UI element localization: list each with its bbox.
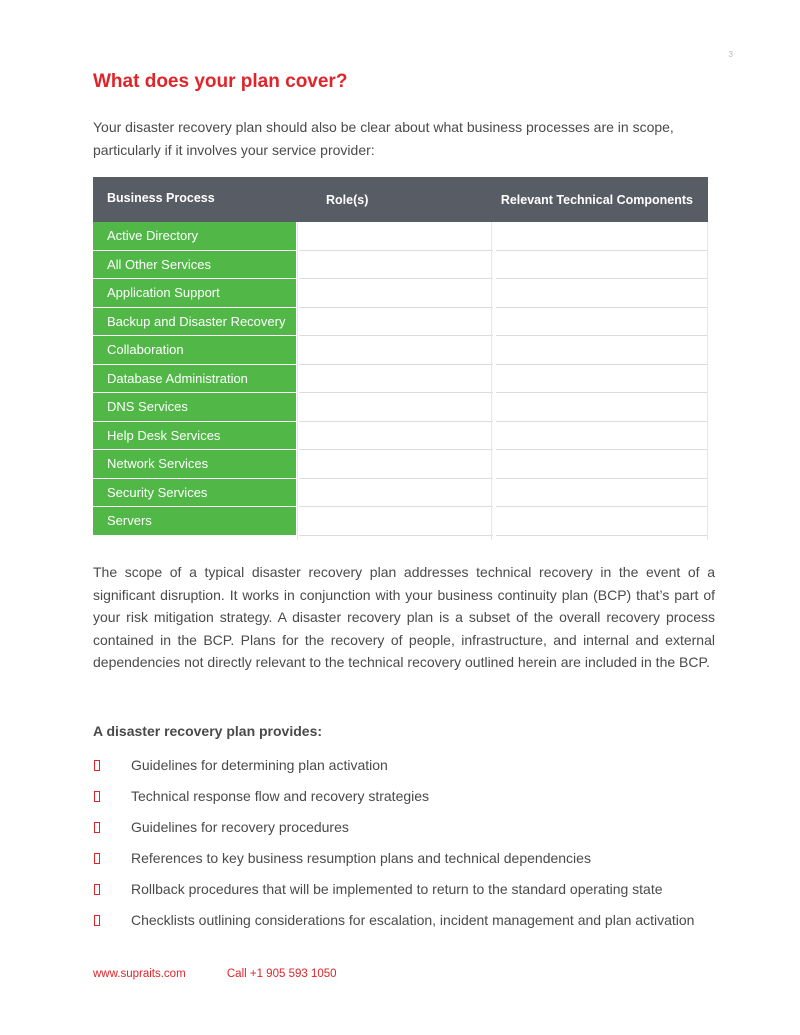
square-bullet-icon bbox=[94, 884, 100, 895]
technical-components-cell bbox=[496, 393, 708, 422]
page-number: 3 bbox=[728, 50, 733, 59]
business-process-cell: Active Directory bbox=[93, 222, 296, 251]
list-item-text: Technical response flow and recovery strategies bbox=[131, 788, 430, 804]
technical-components-cell bbox=[496, 365, 708, 394]
table-row bbox=[93, 222, 708, 251]
business-process-cell: Collaboration bbox=[93, 336, 296, 365]
list-item bbox=[93, 816, 733, 847]
business-process-cell: Security Services bbox=[93, 479, 296, 508]
technical-components-cell bbox=[496, 336, 708, 365]
provides-list bbox=[93, 754, 733, 940]
technical-components-cell bbox=[496, 479, 708, 508]
business-process-table bbox=[93, 177, 708, 536]
technical-components-cell bbox=[496, 422, 708, 451]
list-item-text: References to key business resumption plans and technical dependencies bbox=[131, 850, 591, 866]
table-row bbox=[93, 279, 708, 308]
business-process-cell: All Other Services bbox=[93, 251, 296, 280]
technical-components-cell bbox=[496, 251, 708, 280]
square-bullet-icon bbox=[94, 853, 100, 864]
footer-website-link[interactable]: www.supraits.com bbox=[93, 968, 186, 980]
table-divider bbox=[707, 222, 708, 540]
page-title: What does your plan cover? bbox=[93, 71, 348, 92]
business-process-cell: Backup and Disaster Recovery bbox=[93, 308, 296, 337]
footer-phone[interactable]: Call +1 905 593 1050 bbox=[226, 968, 337, 980]
table-row bbox=[93, 365, 708, 394]
technical-components-cell bbox=[496, 222, 708, 251]
list-item-text: Checklists outlining considerations for escalation, incident management and plan activation bbox=[131, 912, 695, 928]
roles-cell bbox=[299, 279, 493, 308]
roles-cell bbox=[299, 422, 493, 451]
table-row bbox=[93, 393, 708, 422]
table-row bbox=[93, 479, 708, 508]
table-row bbox=[93, 251, 708, 280]
roles-cell bbox=[299, 507, 493, 536]
list-item bbox=[93, 878, 733, 909]
table-divider bbox=[491, 222, 492, 540]
technical-components-cell bbox=[496, 450, 708, 479]
square-bullet-icon bbox=[94, 915, 100, 926]
roles-cell bbox=[299, 450, 493, 479]
roles-cell bbox=[299, 222, 493, 251]
business-process-cell: Database Administration bbox=[93, 365, 296, 394]
list-item-text: Guidelines for determining plan activation bbox=[131, 757, 388, 773]
header-business-process: Business Process bbox=[107, 190, 215, 205]
list-item-text: Guidelines for recovery procedures bbox=[131, 819, 349, 835]
table-row bbox=[93, 422, 708, 451]
business-process-cell: DNS Services bbox=[93, 393, 296, 422]
scope-paragraph: The scope of a typical disaster recovery plan addresses technical recovery in the event of a significant disruption. It works in conjunction with your business continuity plan (BCP) that’s part of your risk mitigation strategy. A disaster recovery plan is a subset of the overall recovery process contained in the BCP. Plans for the recovery of people, infrastructure, and internal and external dependencies not directly relevant to the technical recovery outlined herein are included in the BCP. bbox=[93, 564, 715, 671]
table-header bbox=[93, 177, 708, 222]
table-body bbox=[93, 222, 708, 536]
business-process-cell: Network Services bbox=[93, 450, 296, 479]
table-divider bbox=[297, 222, 298, 540]
list-item bbox=[93, 785, 733, 816]
technical-components-cell bbox=[496, 507, 708, 536]
business-process-cell: Servers bbox=[93, 507, 296, 536]
square-bullet-icon bbox=[94, 791, 100, 802]
roles-cell bbox=[299, 479, 493, 508]
table-row bbox=[93, 336, 708, 365]
technical-components-cell bbox=[496, 279, 708, 308]
provides-heading: A disaster recovery plan provides: bbox=[93, 723, 323, 739]
technical-components-cell bbox=[496, 308, 708, 337]
intro-paragraph: Your disaster recovery plan should also be clear about what business processes are in scope, particularly if it involves your service provider: bbox=[93, 119, 674, 158]
table-row bbox=[93, 308, 708, 337]
business-process-cell: Application Support bbox=[93, 279, 296, 308]
roles-cell bbox=[299, 393, 493, 422]
square-bullet-icon bbox=[94, 822, 100, 833]
table-row bbox=[93, 507, 708, 536]
roles-cell bbox=[299, 251, 493, 280]
list-item-text: Rollback procedures that will be implemented to return to the standard operating state bbox=[131, 881, 663, 897]
list-item bbox=[93, 909, 733, 940]
header-roles: Role(s) bbox=[326, 192, 369, 207]
square-bullet-icon bbox=[94, 760, 100, 771]
header-technical-components: Relevant Technical Components bbox=[500, 192, 693, 207]
business-process-cell: Help Desk Services bbox=[93, 422, 296, 451]
roles-cell bbox=[299, 365, 493, 394]
footer bbox=[93, 968, 337, 980]
roles-cell bbox=[299, 336, 493, 365]
list-item bbox=[93, 847, 733, 878]
list-item bbox=[93, 754, 733, 785]
roles-cell bbox=[299, 308, 493, 337]
table-row bbox=[93, 450, 708, 479]
